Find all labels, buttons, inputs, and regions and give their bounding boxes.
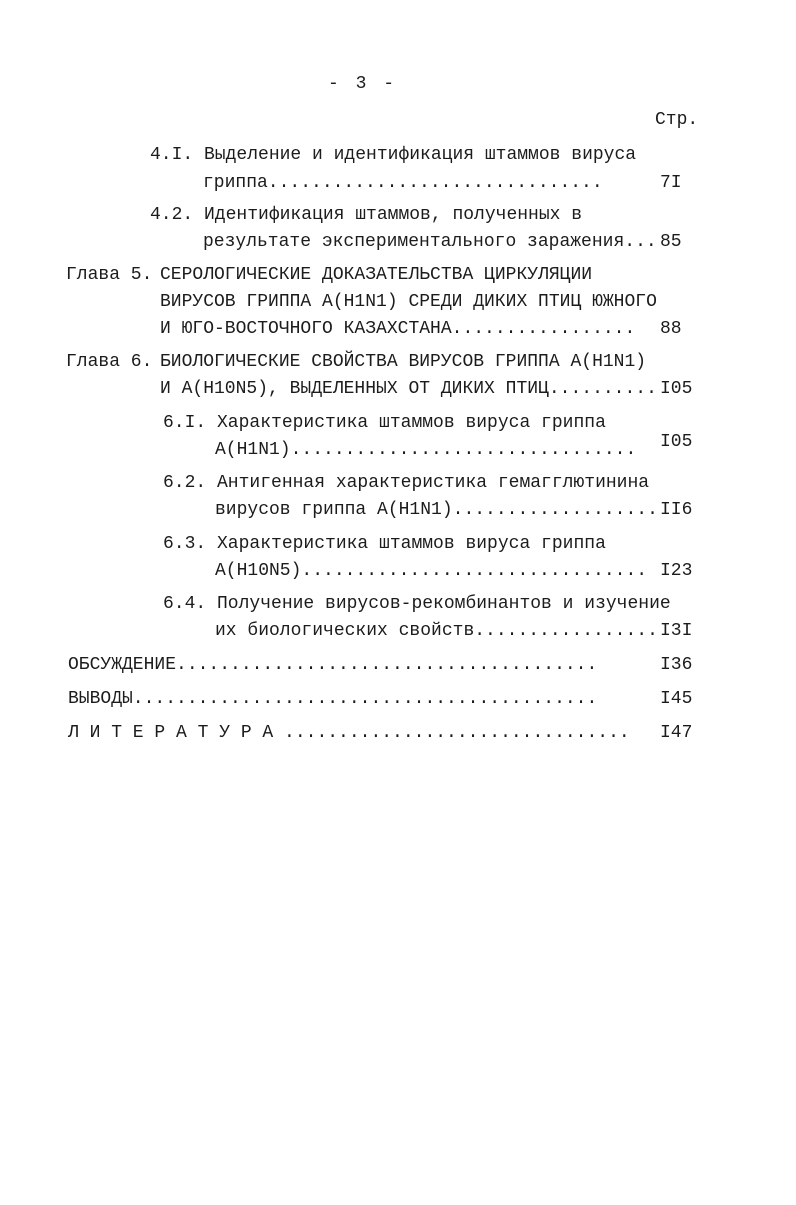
toc-chapter-6-line1: БИОЛОГИЧЕСКИЕ СВОЙСТВА ВИРУСОВ ГРИППА А(H1N1)	[160, 352, 647, 372]
toc-entry-6-1-page: I05	[660, 432, 693, 452]
toc-entry-6-3-page: I23	[660, 561, 693, 581]
toc-entry-4-2-page: 85	[660, 232, 682, 252]
toc-entry-4-1-page: 7I	[660, 173, 682, 193]
toc-entry-6-2-line2: вирусов гриппа А(H1N1)...................	[215, 500, 658, 520]
toc-chapter-6-line2: И А(H10N5), ВЫДЕЛЕННЫХ ОТ ДИКИХ ПТИЦ..........	[160, 379, 657, 399]
toc-entry-6-2-page: II6	[660, 500, 693, 520]
toc-chapter-5-label: Глава 5.	[66, 265, 153, 285]
page-number: - 3 -	[328, 74, 398, 94]
toc-chapter-5-line3: И ЮГО-ВОСТОЧНОГО КАЗАХСТАНА.................	[160, 319, 636, 339]
toc-conclusions-page: I45	[660, 689, 693, 709]
toc-entry-6-1-line1: 6.I. Характеристика штаммов вируса гриппа	[163, 413, 606, 433]
toc-entry-4-2-line1: 4.2. Идентификация штаммов, полученных в	[150, 205, 583, 225]
toc-literature-page: I47	[660, 723, 693, 743]
toc-entry-4-1-line2: гриппа...............................	[203, 173, 603, 193]
page-column-label: Стр.	[655, 110, 699, 130]
toc-chapter-5-line2: ВИРУСОВ ГРИППА А(H1N1) СРЕДИ ДИКИХ ПТИЦ ЮЖНОГО	[160, 292, 657, 312]
toc-chapter-6-page: I05	[660, 379, 693, 399]
toc-entry-6-3-line1: 6.3. Характеристика штаммов вируса гриппа	[163, 534, 606, 554]
toc-entry-6-4-page: I3I	[660, 621, 693, 641]
toc-entry-4-2-line2: результате экспериментального заражения...	[203, 232, 657, 252]
toc-entry-6-4-line2: их биологических свойств.................	[215, 621, 658, 641]
toc-chapter-6-label: Глава 6.	[66, 352, 153, 372]
toc-discussion-page: I36	[660, 655, 693, 675]
toc-entry-6-4-line1: 6.4. Получение вирусов-рекомбинантов и изучение	[163, 594, 671, 614]
toc-chapter-5-page: 88	[660, 319, 682, 339]
toc-literature: Л И Т Е Р А Т У Р А ................................	[68, 723, 630, 743]
toc-entry-6-1-line2: А(H1N1)................................	[215, 440, 637, 460]
toc-discussion: ОБСУЖДЕНИЕ.......................................	[68, 655, 598, 675]
toc-conclusions: ВЫВОДЫ...........................................	[68, 689, 598, 709]
toc-entry-6-2-line1: 6.2. Антигенная характеристика гемагглютинина	[163, 473, 650, 493]
toc-entry-4-1-line1: 4.I. Выделение и идентификация штаммов вируса	[150, 145, 637, 165]
toc-chapter-5-line1: СЕРОЛОГИЧЕСКИЕ ДОКАЗАТЕЛЬСТВА ЦИРКУЛЯЦИИ	[160, 265, 593, 285]
toc-entry-6-3-line2: А(H10N5)................................	[215, 561, 648, 581]
